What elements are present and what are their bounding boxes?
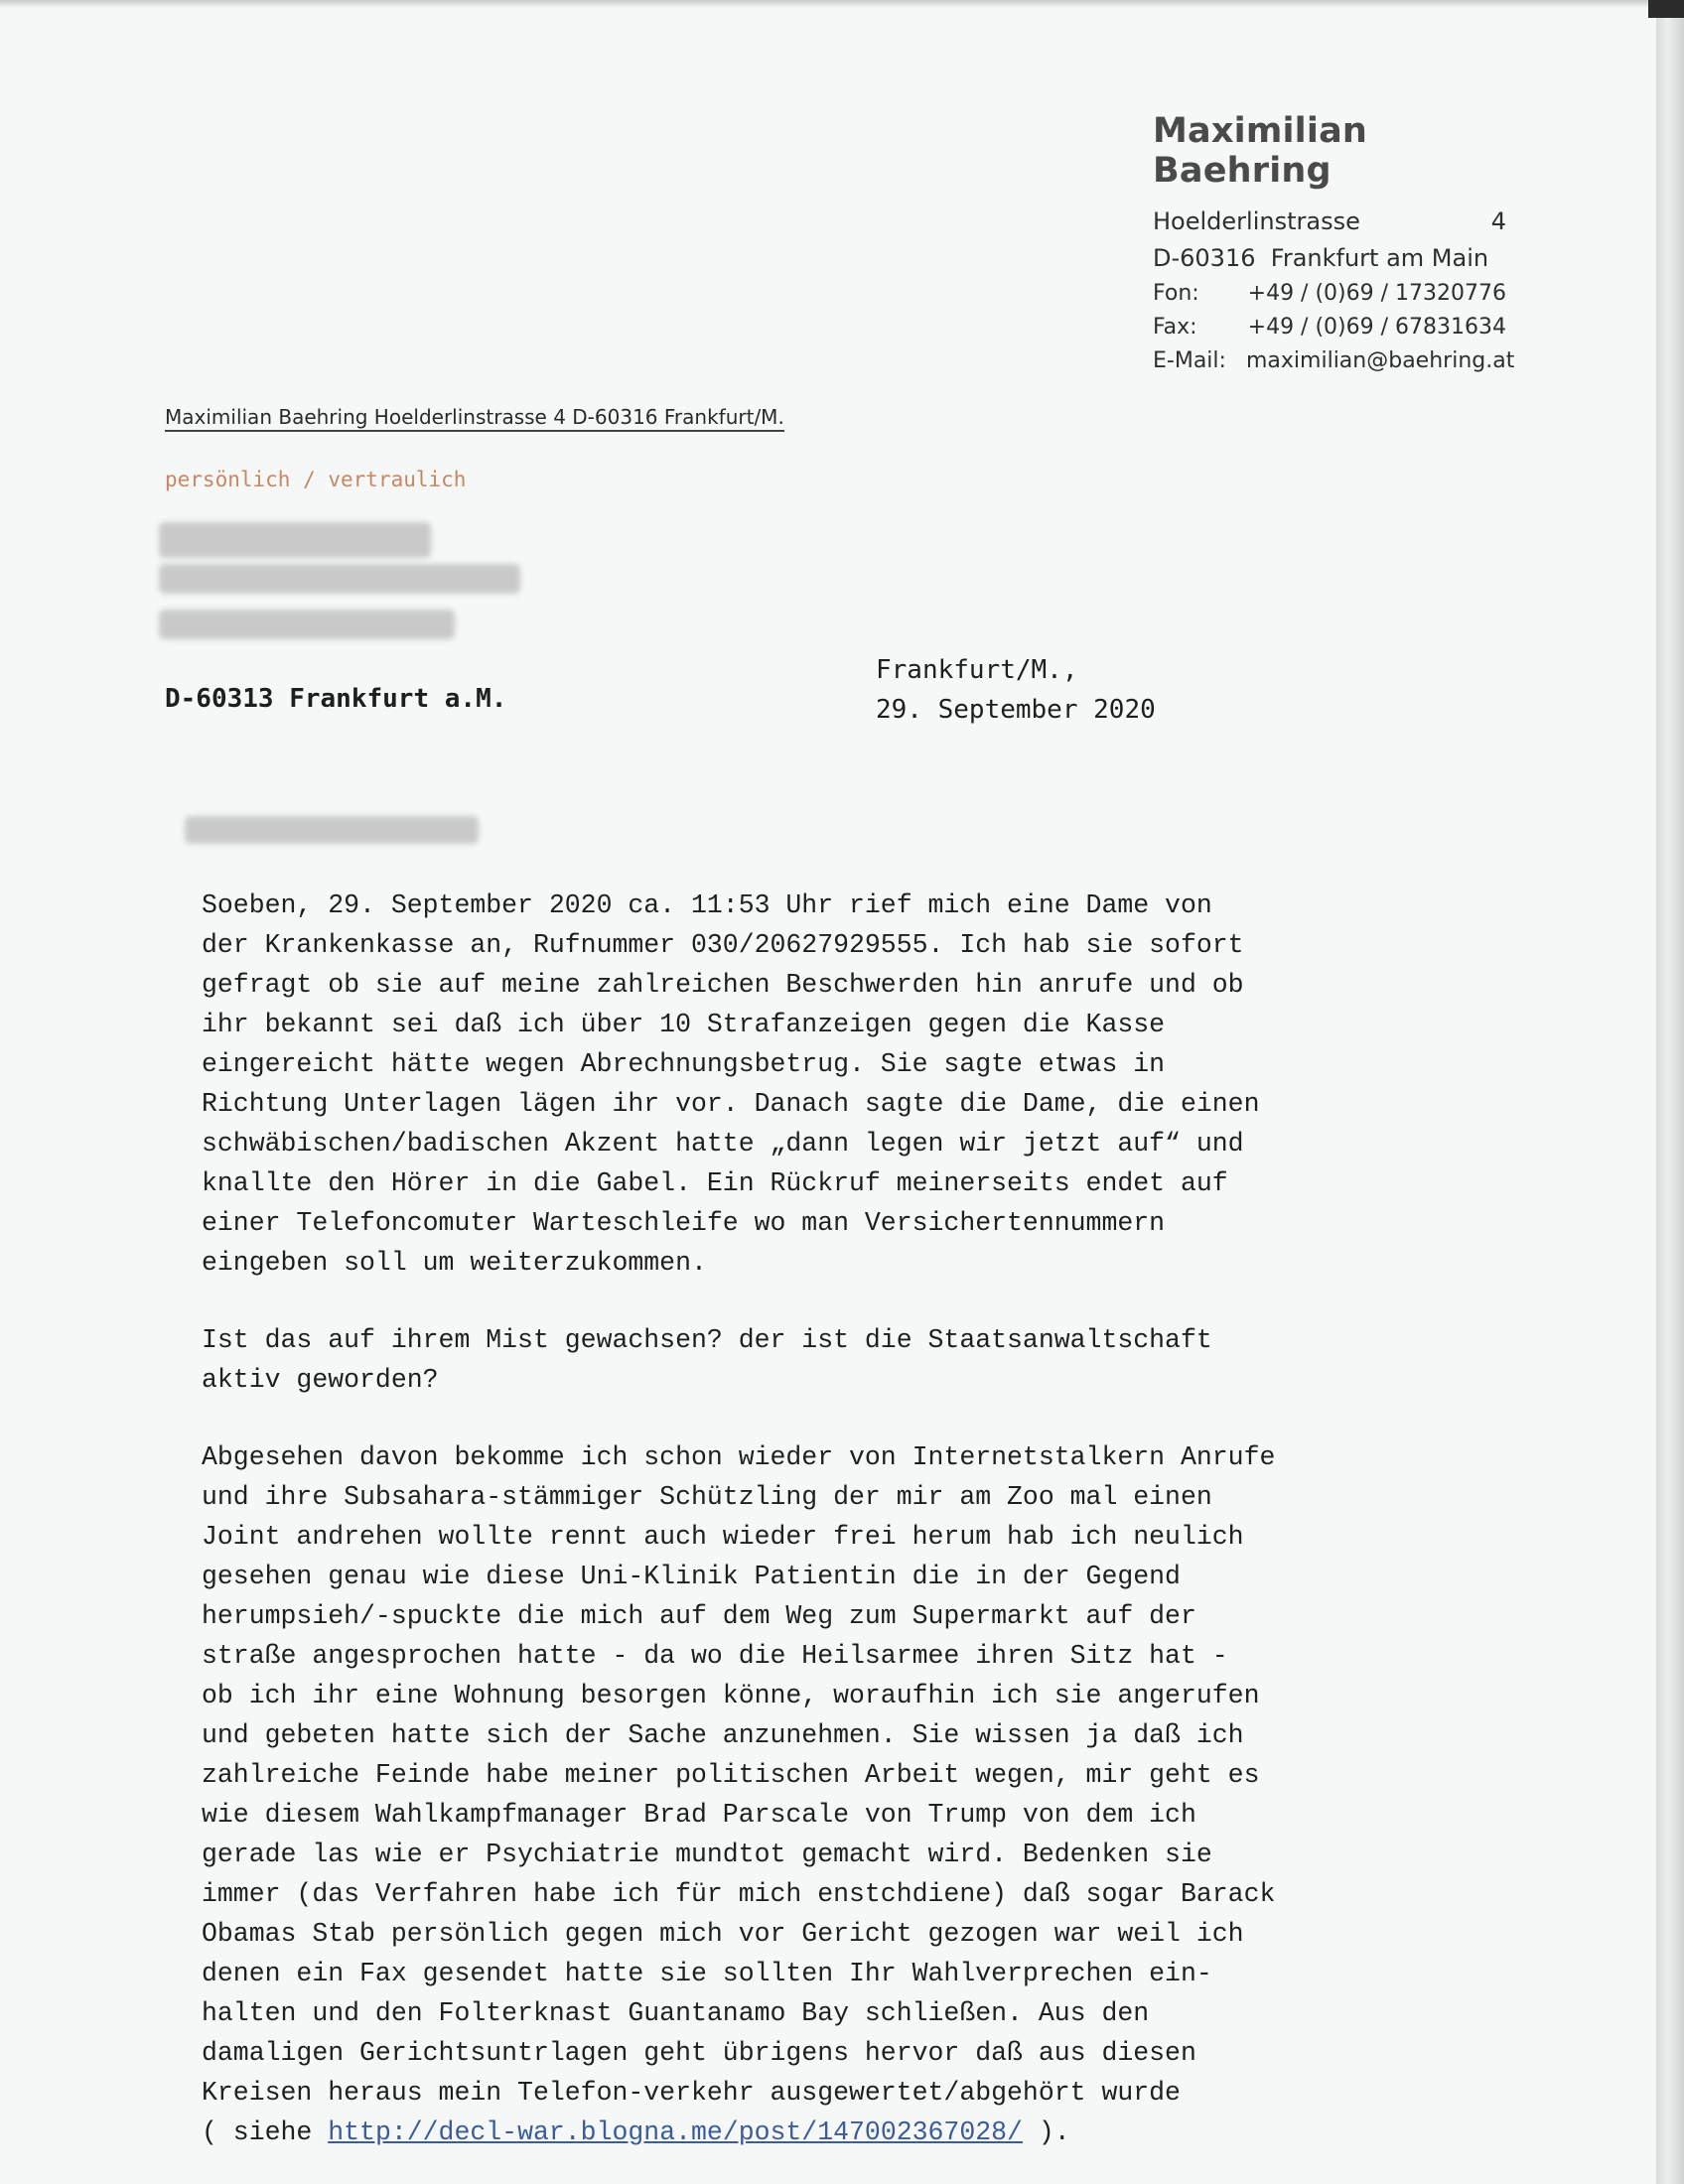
sender-city: Frankfurt am Main xyxy=(1270,243,1489,272)
redacted-recipient-line2 xyxy=(159,564,520,594)
body-line: Kreisen heraus mein Telefon-verkehr ausgewertet/abgehört wurde xyxy=(202,2078,1181,2108)
scan-edge-right xyxy=(1656,0,1684,2184)
sender-house-number: 4 xyxy=(1490,206,1506,235)
sender-email-row xyxy=(1153,343,1515,377)
body-line: Joint andrehen wollte rennt auch wieder frei herum hab ich neulich xyxy=(202,1522,1244,1552)
redacted-salutation xyxy=(185,816,479,844)
body-line: straße angesprochen hatte - da wo die Heilsarmee ihren Sitz hat - xyxy=(202,1641,1228,1671)
body-line: Ist das auf ihrem Mist gewachsen? der ist die Staatsanwaltschaft xyxy=(202,1325,1212,1355)
sender-city-line xyxy=(1153,244,1488,272)
paragraph-3 xyxy=(202,1437,1482,2152)
body-line: ob ich ihr eine Wohnung besorgen könne, woraufhin ich sie angerufen xyxy=(202,1681,1260,1710)
body-line: schwäbischen/badischen Akzent hatte „dann legen wir jetzt auf“ und xyxy=(202,1129,1244,1159)
body-line: immer (das Verfahren habe ich für mich enstchdiene) daß sogar Barack xyxy=(202,1879,1276,1909)
email-label: E-Mail: xyxy=(1153,347,1226,373)
email-address: maximilian@baehring.at xyxy=(1246,347,1515,373)
body-line: der Krankenkasse an, Rufnummer 030/20627929555. Ich hab sie sofort xyxy=(202,930,1244,960)
body-line: gesehen genau wie diese Uni-Klinik Patientin die in der Gegend xyxy=(202,1562,1181,1591)
fax-number: +49 / (0)69 / 67831634 xyxy=(1247,314,1506,340)
redacted-recipient-name xyxy=(159,522,431,558)
body-line: Soeben, 29. September 2020 ca. 11:53 Uhr rief mich eine Dame von xyxy=(202,890,1212,920)
confidential-note: persönlich / vertraulich xyxy=(165,468,467,491)
body-line: gerade las wie er Psychiatrie mundtot gemacht wird. Bedenken sie xyxy=(202,1840,1212,1869)
sender-fon-row xyxy=(1153,276,1506,310)
body-line: ihr bekannt sei daß ich über 10 Strafanzeigen gegen die Kasse xyxy=(202,1010,1166,1039)
body-line: denen ein Fax gesendet hatte sie sollten Ihr Wahlverprechen ein- xyxy=(202,1959,1212,1988)
fon-number: +49 / (0)69 / 17320776 xyxy=(1247,280,1506,306)
scan-edge-top xyxy=(0,0,1684,8)
body-line: und ihre Subsahara-stämmiger Schützling der mir am Zoo mal einen xyxy=(202,1482,1212,1512)
link-prefix: ( siehe xyxy=(202,2117,329,2147)
sender-postal: D-60316 xyxy=(1153,243,1256,272)
body-line: wie diesem Wahlkampfmanager Brad Parscale von Trump von dem ich xyxy=(202,1800,1196,1830)
body-line: zahlreiche Feinde habe meiner politischen Arbeit wegen, mir geht es xyxy=(202,1760,1260,1790)
date-place: Frankfurt/M., xyxy=(876,655,1078,685)
paragraph-1 xyxy=(202,886,1482,1283)
date-block xyxy=(876,650,1156,730)
sender-street-row xyxy=(1153,203,1506,239)
paragraph-2 xyxy=(202,1320,1482,1400)
sender-fax-row xyxy=(1153,310,1506,343)
fon-label: Fon: xyxy=(1153,280,1199,306)
body-line: eingereicht hätte wegen Abrechnungsbetrug. Sie sagte etwas in xyxy=(202,1049,1166,1079)
fax-label: Fax: xyxy=(1153,314,1197,340)
body-line: gefragt ob sie auf meine zahlreichen Beschwerden hin anrufe und ob xyxy=(202,970,1244,1000)
sender-block xyxy=(1153,111,1515,377)
body-line: und gebeten hatte sich der Sache anzunehmen. Sie wissen ja daß ich xyxy=(202,1720,1244,1750)
link-suffix: ). xyxy=(1022,2117,1070,2147)
body-line: herumpsieh/-spuckte die mich auf dem Weg zum Supermarkt auf der xyxy=(202,1601,1196,1631)
body-line: eingeben soll um weiterzukommen. xyxy=(202,1248,707,1278)
body-line-link xyxy=(202,2113,1482,2152)
sender-city-row xyxy=(1153,239,1506,276)
body-line: Richtung Unterlagen lägen ihr vor. Danach sagte die Dame, die einen xyxy=(202,1089,1260,1119)
body-line: halten und den Folterknast Guantanamo Bay schließen. Aus den xyxy=(202,1998,1150,2028)
body-line: damaligen Gerichtsuntrlagen geht übrigens hervor daß aus diesen xyxy=(202,2038,1196,2068)
recipient-city-line: D-60313 Frankfurt a.M. xyxy=(165,684,507,714)
body-line: aktiv geworden? xyxy=(202,1365,439,1395)
blog-link[interactable]: http://decl-war.blogna.me/post/147002367028/ xyxy=(328,2117,1023,2147)
body-line: einer Telefoncomuter Warteschleife wo man Versichertennummern xyxy=(202,1208,1166,1238)
date-value: 29. September 2020 xyxy=(876,695,1156,725)
sender-name: Maximilian Baehring xyxy=(1153,111,1368,191)
sender-street: Hoelderlinstrasse xyxy=(1153,206,1360,235)
return-address-line: Maximilian Baehring Hoelderlinstrasse 4 D-60316 Frankfurt/M. xyxy=(165,405,784,432)
redacted-recipient-line3 xyxy=(159,610,455,639)
letter-body xyxy=(202,886,1482,2152)
body-line: knallte den Hörer in die Gabel. Ein Rückruf meinerseits endet auf xyxy=(202,1168,1228,1198)
scan-corner xyxy=(1648,0,1684,18)
body-line: Obamas Stab persönlich gegen mich vor Gericht gezogen war weil ich xyxy=(202,1919,1244,1949)
body-line: Abgesehen davon bekomme ich schon wieder von Internetstalkern Anrufe xyxy=(202,1442,1276,1472)
